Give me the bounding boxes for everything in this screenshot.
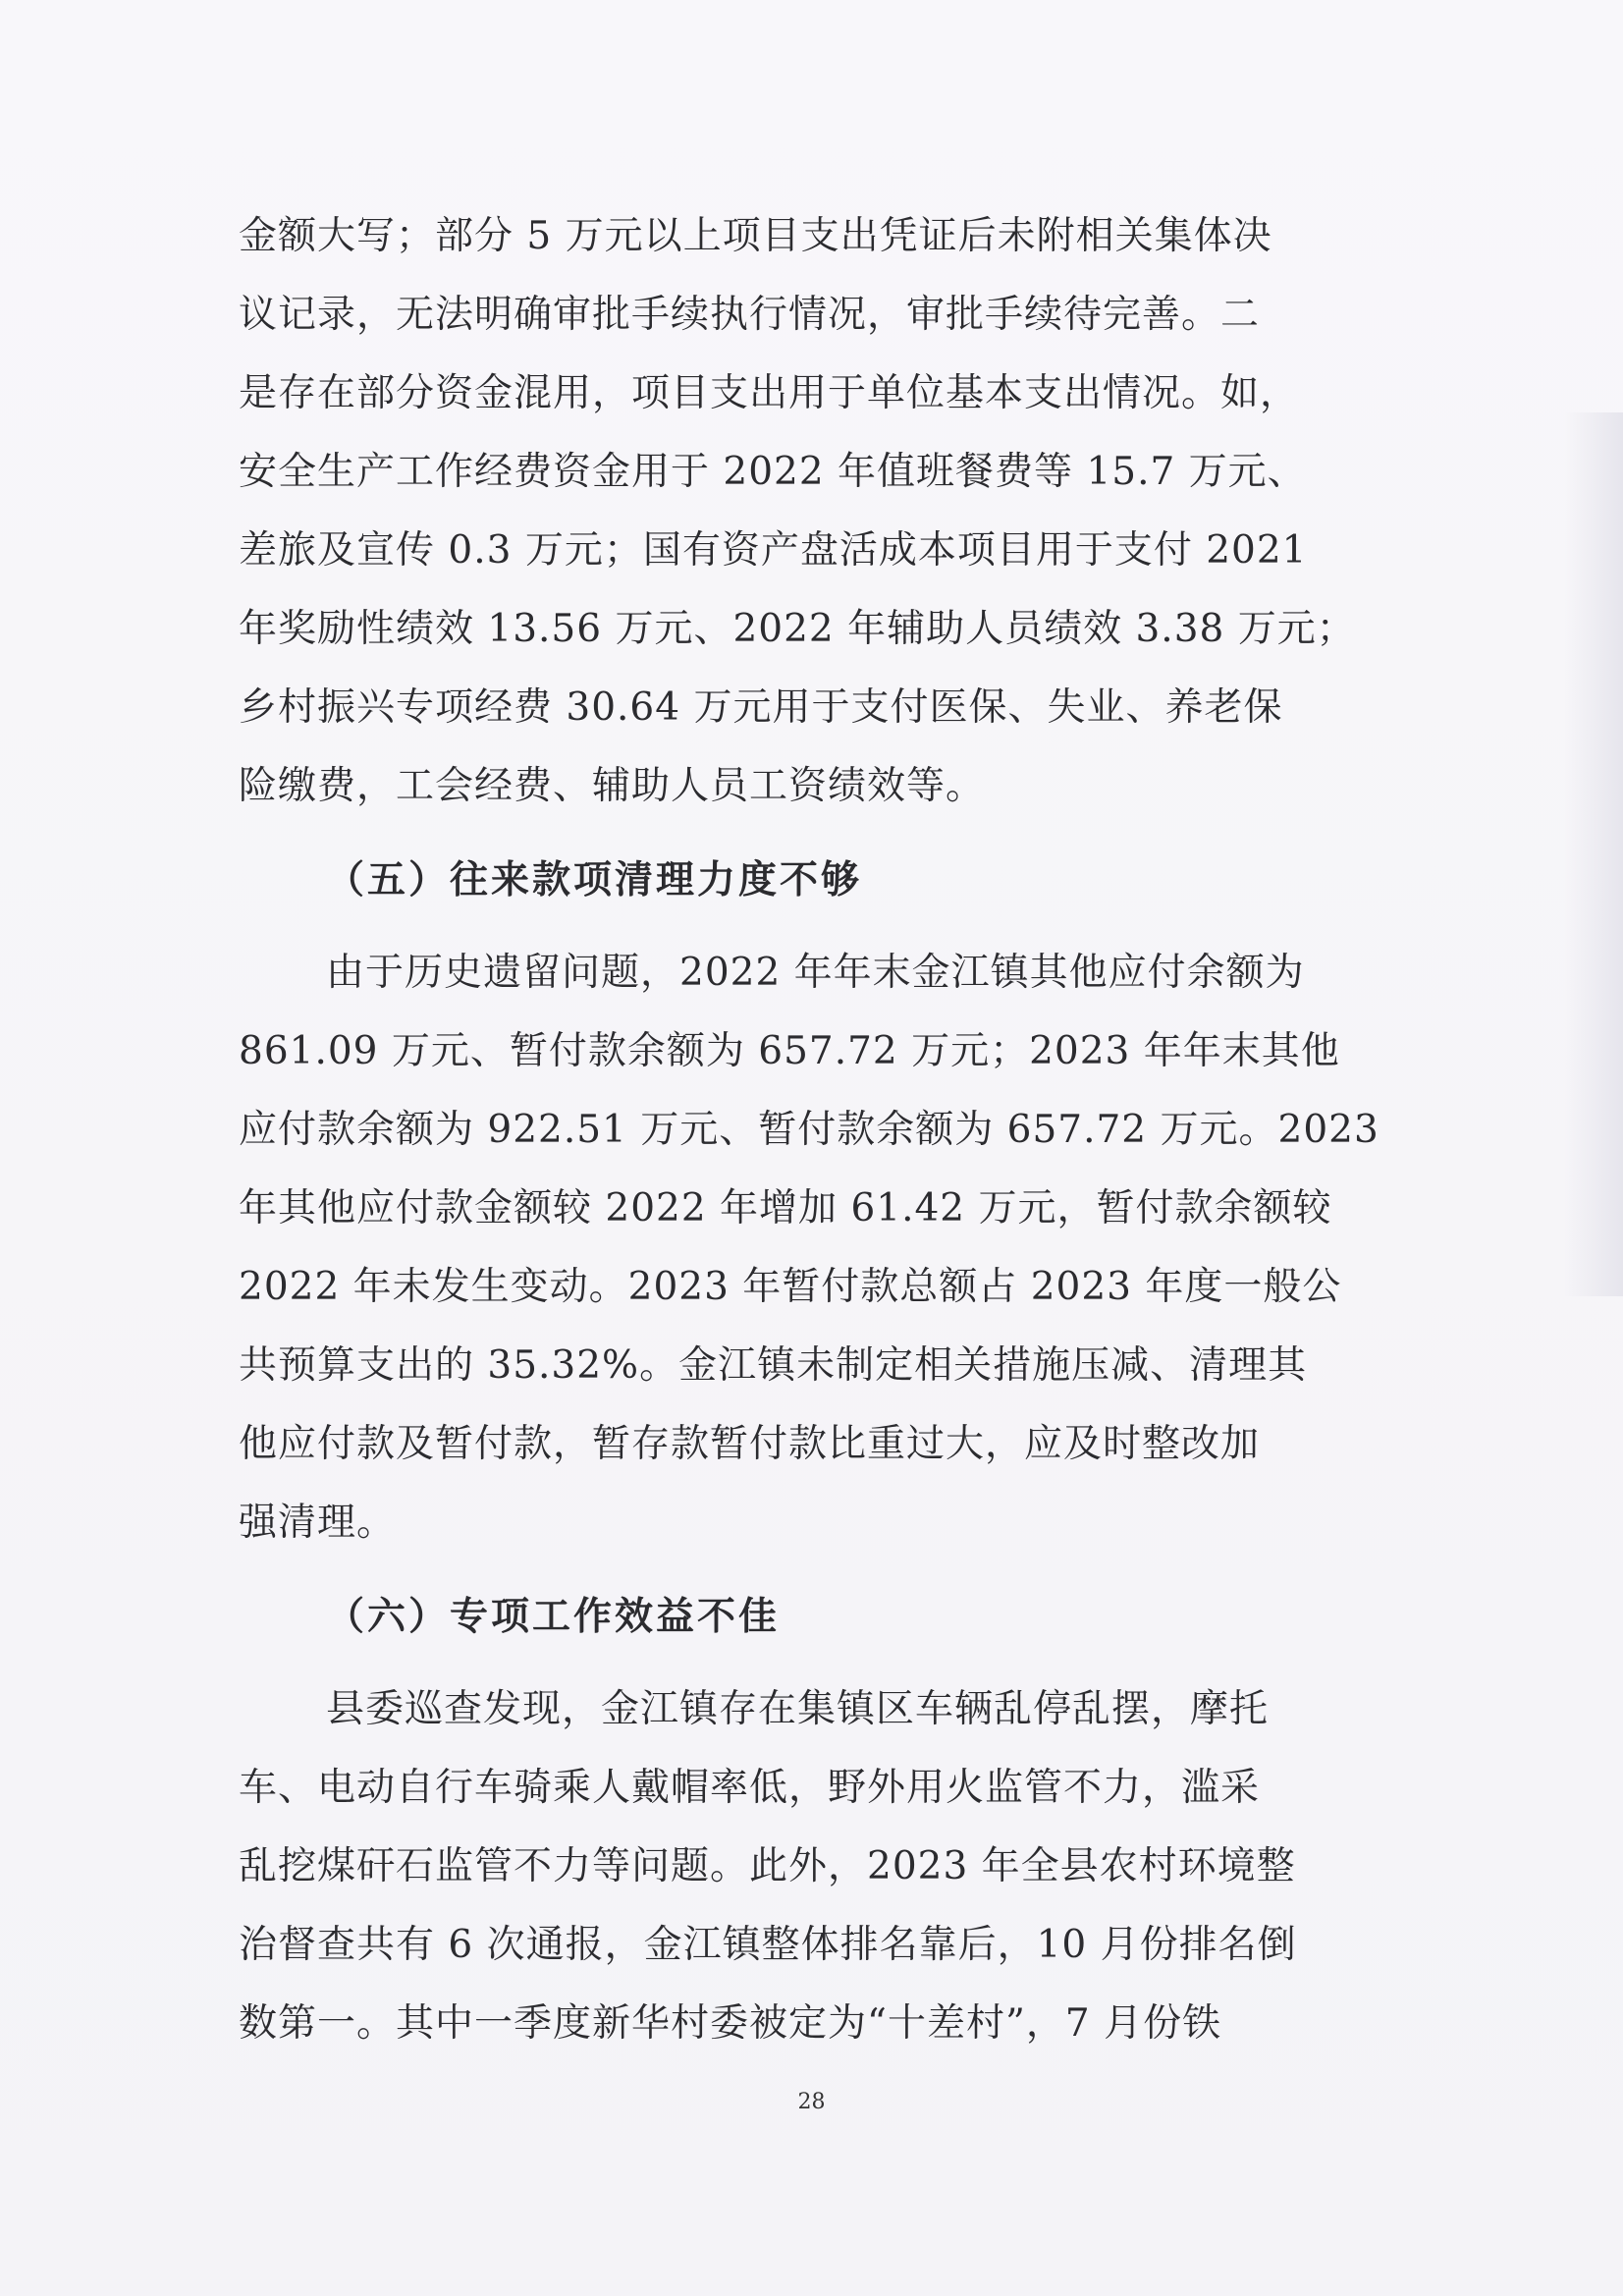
text-line: 差旅及宣传 0.3 万元；国有资产盘活成本项目用于支付 2021 xyxy=(239,528,1308,573)
text-line: 年其他应付款金额较 2022 年增加 61.42 万元，暂付款余额较 xyxy=(239,1186,1332,1230)
text-line: 861.09 万元、暂付款余额为 657.72 万元；2023 年年末其他 xyxy=(239,1029,1340,1073)
text-line: 年奖励性绩效 13.56 万元、2022 年辅助人员绩效 3.38 万元； xyxy=(239,607,1356,651)
section-heading: （六）专项工作效益不佳 xyxy=(326,1594,781,1639)
section-heading: （五）往来款项清理力度不够 xyxy=(326,857,863,902)
text-line: 2022 年未发生变动。2023 年暂付款总额占 2023 年度一般公 xyxy=(239,1265,1342,1309)
text-line: 数第一。其中一季度新华村委被定为“十差村”，7 月份铁 xyxy=(239,2001,1222,2046)
text-line: 是存在部分资金混用，项目支出用于单位基本支出情况。如， xyxy=(239,371,1300,415)
text-line: 应付款余额为 922.51 万元、暂付款余额为 657.72 万元。2023 xyxy=(239,1108,1380,1152)
scan-shadow xyxy=(1564,412,1623,1296)
text-line: 强清理。 xyxy=(239,1501,397,1545)
text-line: 车、电动自行车骑乘人戴帽率低，野外用火监管不力，滥采 xyxy=(239,1766,1261,1810)
text-line: 议记录，无法明确审批手续执行情况，审批手续待完善。二 xyxy=(239,293,1261,337)
page-number: 28 xyxy=(797,2090,826,2114)
text-line: 乱挖煤矸石监管不力等问题。此外，2023 年全县农村环境整 xyxy=(239,1844,1296,1888)
text-line: 共预算支出的 35.32%。金江镇未制定相关措施压减、清理其 xyxy=(239,1343,1308,1388)
text-line: 他应付款及暂付款，暂存款暂付款比重过大，应及时整改加 xyxy=(239,1422,1261,1466)
text-line: 金额大写；部分 5 万元以上项目支出凭证后未附相关集体决 xyxy=(239,214,1272,258)
text-line: 乡村振兴专项经费 30.64 万元用于支付医保、失业、养老保 xyxy=(239,685,1283,730)
text-line: 由于历史遗留问题，2022 年年末金江镇其他应付余额为 xyxy=(326,951,1305,995)
text-line: 险缴费，工会经费、辅助人员工资绩效等。 xyxy=(239,764,986,808)
text-line: 安全生产工作经费资金用于 2022 年值班餐费等 15.7 万元、 xyxy=(239,450,1307,494)
text-line: 县委巡查发现，金江镇存在集镇区车辆乱停乱摆，摩托 xyxy=(326,1687,1270,1731)
text-line: 治督查共有 6 次通报，金江镇整体排名靠后，10 月份排名倒 xyxy=(239,1923,1297,1967)
